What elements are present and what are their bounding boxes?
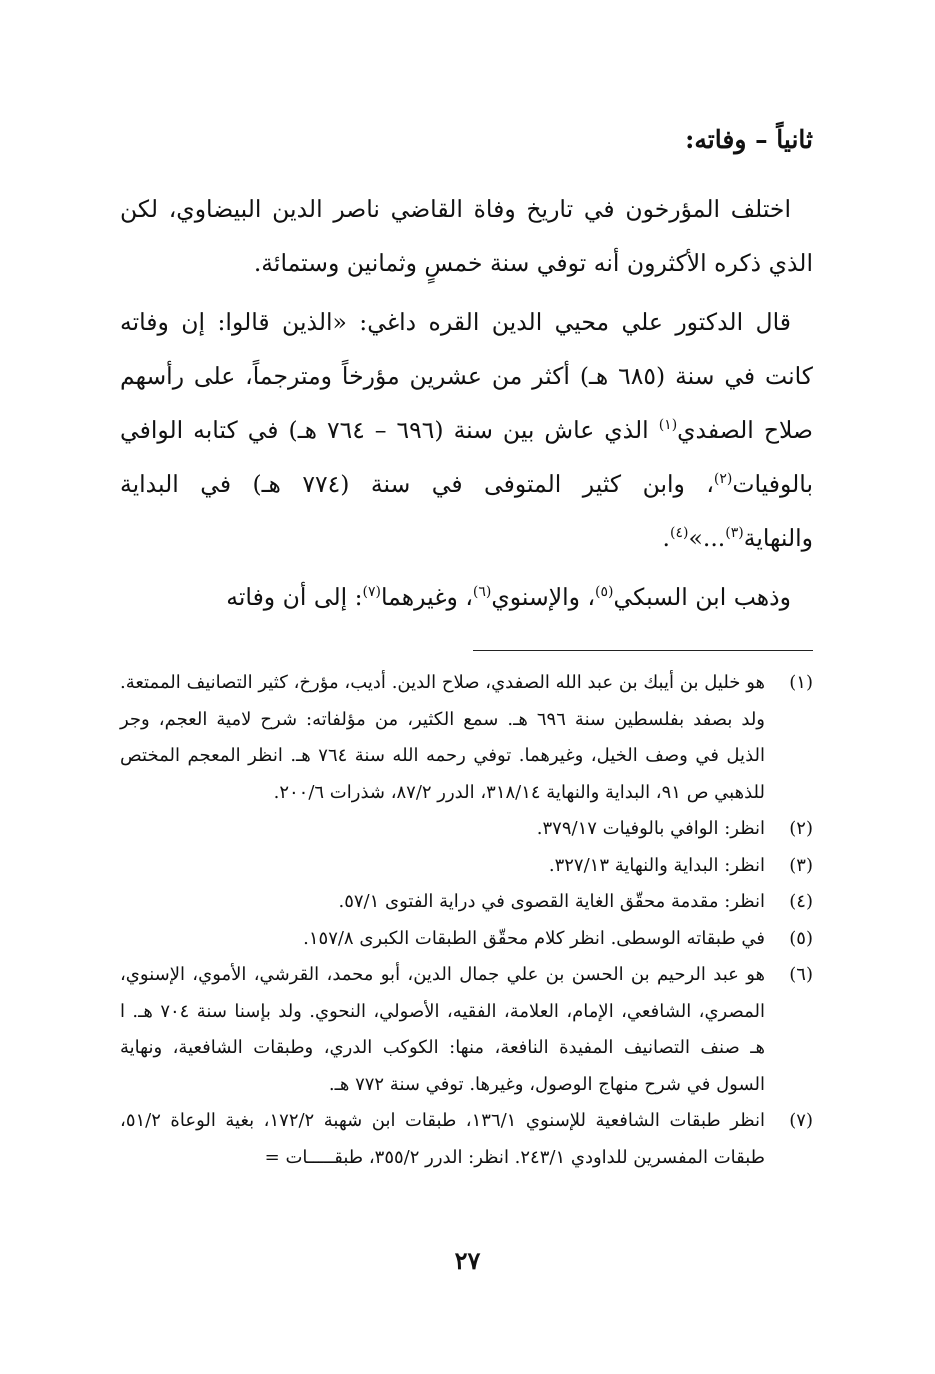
paragraph-text: ، وغيرهما [381, 583, 473, 611]
footnote-ref-2[interactable]: (٢) [713, 471, 733, 488]
paragraph-text: ...» [688, 524, 726, 552]
footnote-2 [120, 811, 813, 848]
footnote-ref-6[interactable]: (٦) [472, 584, 492, 601]
footnote-ref-1[interactable]: (١) [658, 417, 678, 434]
footnote-4 [120, 884, 813, 921]
footnote-number: (٣) [789, 854, 813, 876]
footnote-ref-4[interactable]: (٤) [670, 525, 689, 542]
paragraph-text: قال الدكتور علي محيي الدين القره داغي: «الذين قالوا: إن وفاته كانت في سنة (٦٨٥ هـ) أكثر من عشرين مؤرخاً ومترجماً، على رأسهم صلاح الصفدي [120, 308, 813, 444]
footnote-3 [120, 848, 813, 885]
footnote-text: في طبقاته الوسطى. انظر كلام محقّق الطبقات الكبرى ١٥٧/٨. [303, 927, 765, 949]
footnote-number: (٧) [789, 1110, 813, 1131]
footnote-number: (١) [789, 672, 813, 693]
paragraph-qaradaghi-quote [120, 295, 813, 565]
paragraph-text: اختلف المؤرخون في تاريخ وفاة القاضي ناصر الدين البيضاوي، لكن الذي ذكره الأكثرون أنه توفي سنة خمسٍ وثمانين وستمائة. [120, 195, 813, 277]
footnote-text: انظر طبقات الشافعية للإسنوي ١٣٦/١، طبقات ابن شهبة ١٧٢/٢، بغية الوعاة ٥١/٢، طبقات المفسرين للداودي ٢٤٣/١. انظر: الدرر ٣٥٥/٢، طبقـــــات = [120, 1110, 765, 1168]
footnote-ref-3[interactable]: (٣) [725, 525, 744, 542]
section-heading: ثانياً – وفاته: [685, 125, 813, 154]
footnote-ref-7[interactable]: (٧) [362, 584, 382, 601]
footnote-text: انظر: مقدمة محقّق الغاية القصوى في دراية الفتوى ٥٧/١. [338, 891, 765, 912]
footnote-text: هو عبد الرحيم بن الحسن بن علي جمال الدين، أبو محمد، القرشي، الأموي، الإسنوي، المصري، الشافعي، الإمام، العلامة، الفقيه، الأصولي، النحوي. ولد بإسنا سنة ٧٠٤ هـ. ا هـ صنف التصانيف المفيدة النافعة، منها: الكوكب الدري، وطبقات الشافعية، ونهاية السول في شرح منهاج الوصول، وغيرها. توفي سنة ٧٧٢ هـ. [120, 964, 765, 1095]
footnote-text: انظر: البداية والنهاية ٣٢٧/١٣. [548, 854, 765, 876]
paragraph-subki-isnawi [120, 570, 813, 624]
footnote-number: (٤) [789, 891, 813, 912]
footnote-number: (٦) [789, 964, 813, 985]
page-number: ٢٧ [454, 1246, 481, 1275]
paragraph-text: ، وابن كثير المتوفى في سنة (٧٧٤ هـ) في البداية والنهاية [120, 470, 813, 552]
paragraph-text: . [662, 524, 670, 552]
footnote-7 [120, 1103, 813, 1176]
footnote-6 [120, 957, 813, 1103]
footnotes [120, 665, 813, 1176]
footnote-separator [473, 650, 813, 651]
footnote-ref-5[interactable]: (٥) [595, 584, 614, 601]
footnote-number: (٥) [789, 927, 813, 949]
paragraph-text: الذي عاش بين سنة (٦٩٦ – ٧٦٤ هـ) في كتابه الوافي بالوفيات [120, 416, 813, 498]
paragraph-death-disagreement [120, 182, 813, 290]
paragraph-text: : إلى أن وفاته [226, 583, 363, 611]
footnote-5 [120, 921, 813, 958]
footnote-number: (٢) [789, 818, 813, 839]
footnote-text: هو خليل بن أيبك بن عبد الله الصفدي، صلاح الدين. أديب، مؤرخ، كثير التصانيف الممتعة. ولد بصفد بفلسطين سنة ٦٩٦ هـ. سمع الكثير، من مؤلفاته: شرح لامية العجم، وجر الذيل في وصف الخيل، وغيرهما. توفي رحمه الله سنة ٧٦٤ هـ. انظر المعجم المختص للذهبي ص ٩١، البداية والنهاية ٣١٨/١٤، الدرر ٨٧/٢، شذرات ٢٠٠/٦. [120, 672, 766, 803]
paragraph-text: وذهب ابن السبكي [613, 583, 791, 611]
footnote-text: انظر: الوافي بالوفيات ٣٧٩/١٧. [536, 818, 765, 839]
footnote-1 [120, 665, 813, 811]
paragraph-text: ، والإسنوي [491, 583, 596, 611]
